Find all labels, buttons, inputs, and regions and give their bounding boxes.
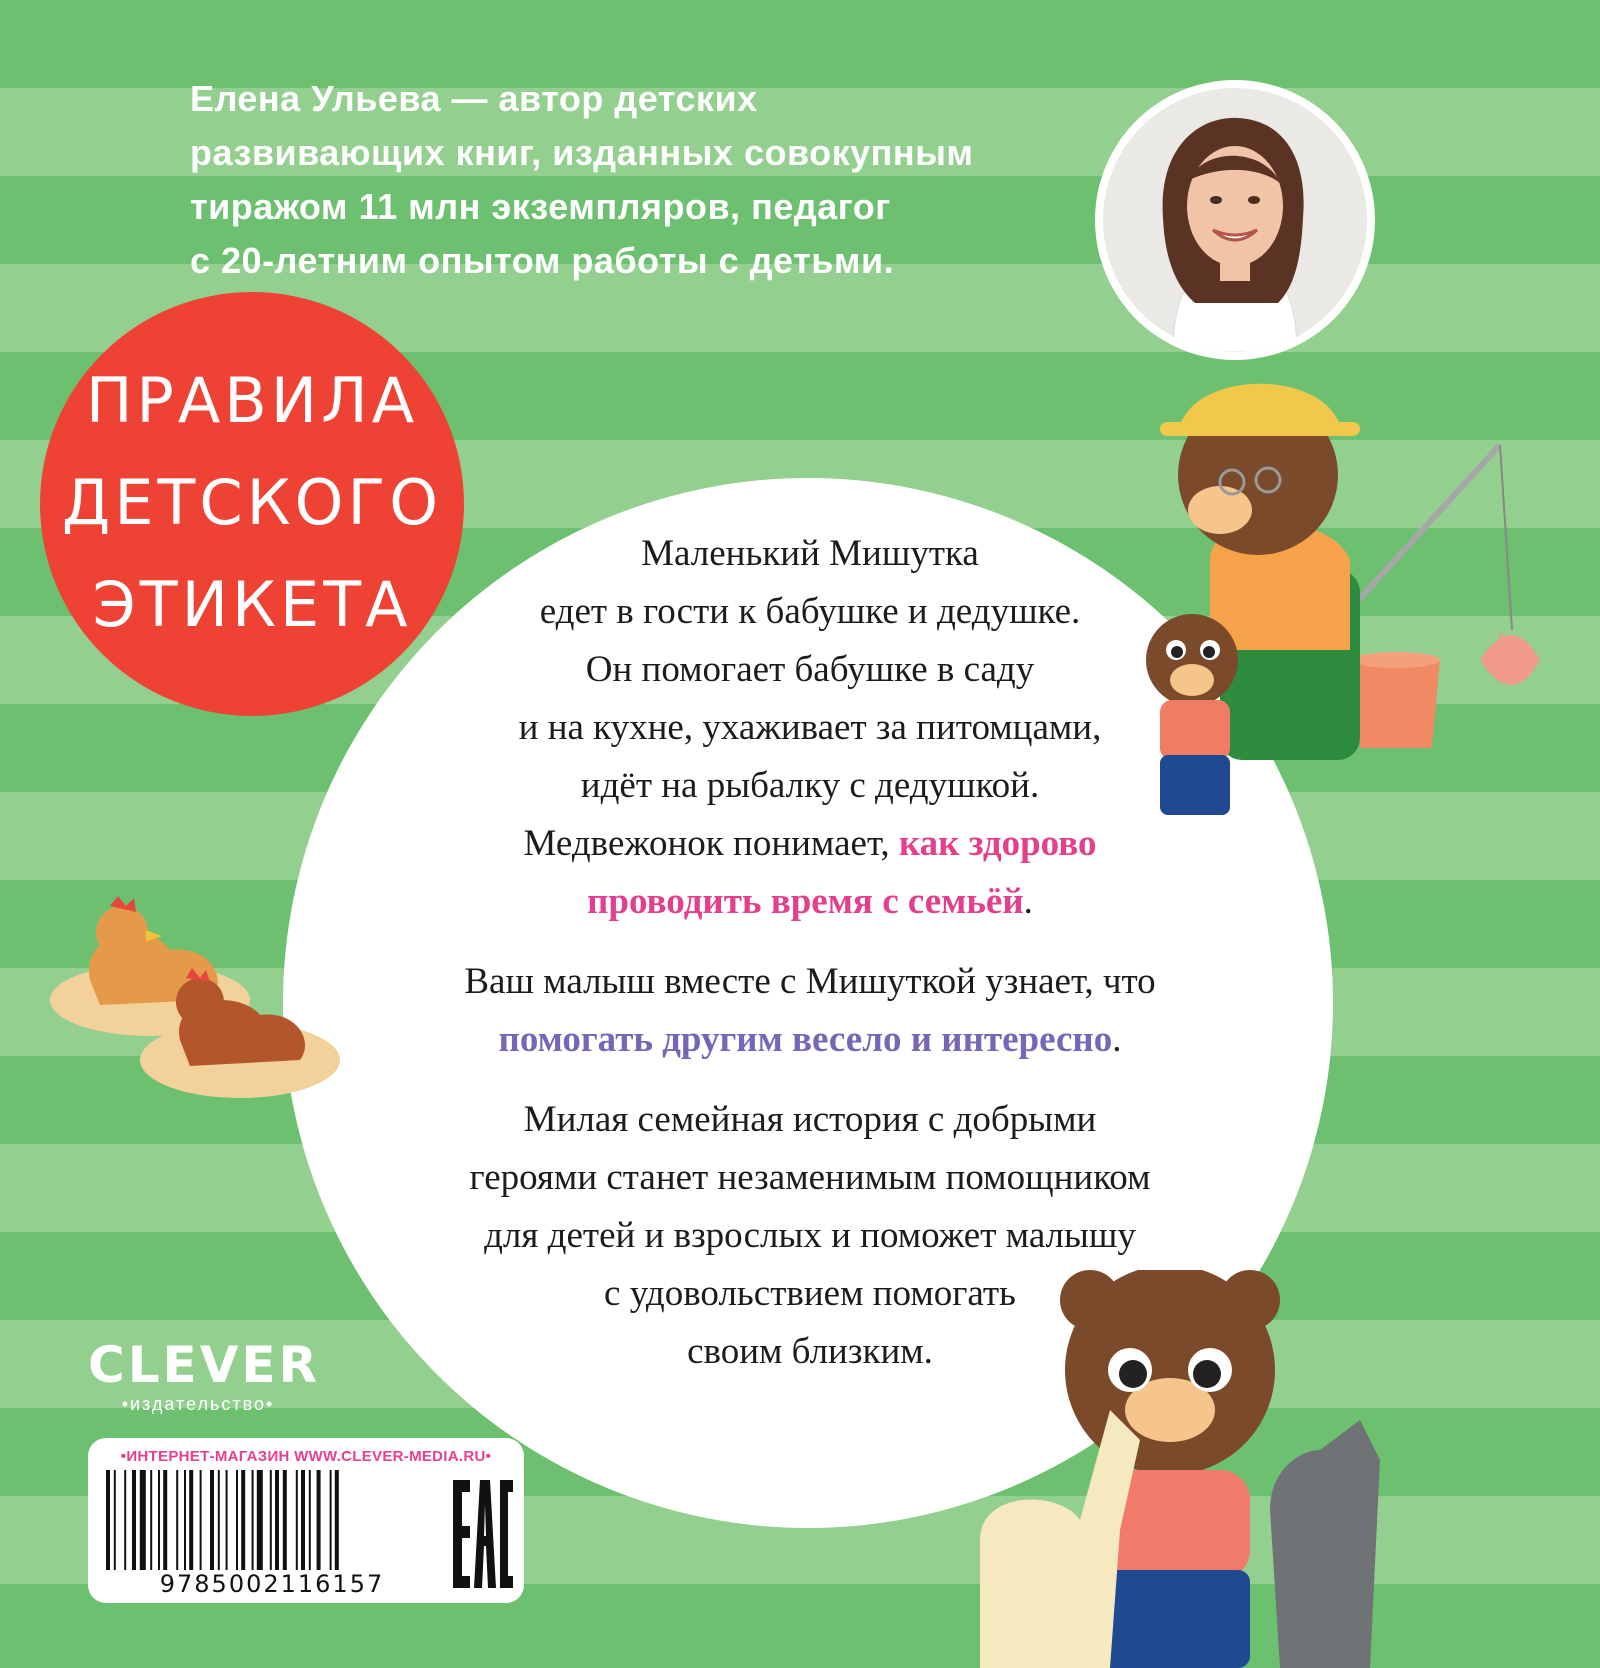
author-bio-line-4: с 20-летним опытом работы с детьми. [190, 240, 895, 281]
description-line [330, 873, 1290, 931]
description-line: едет в гости к бабушке и дедушке. [539, 591, 1081, 632]
description-text [330, 525, 1290, 1381]
author-bio-text: тиражом [190, 186, 359, 227]
description-line: Он помогает бабушке в саду [585, 649, 1035, 690]
family-highlight: проводить время с семьёй [587, 881, 1024, 922]
badge-line-1: ПРАВИЛА [85, 364, 419, 437]
publisher-subtitle: •издательство• [121, 1394, 275, 1414]
description-line: идёт на рыбалку с дедушкой. [580, 765, 1040, 806]
description-text-run: Медвежонок понимает, [523, 823, 899, 864]
author-bio-line-2: развивающих книг, изданных совокупным [190, 132, 974, 173]
description-line: для детей и взрослых и поможет малышу [484, 1215, 1136, 1256]
circulation-highlight: 11 млн экземпляров [358, 186, 731, 227]
description-text-run: . [1023, 881, 1033, 922]
publisher-name: CLEVER [88, 1336, 321, 1394]
barcode-icon [102, 1470, 442, 1570]
author-name: Елена Ульева — [190, 78, 489, 119]
author-bio-text: автор детских [488, 78, 758, 119]
online-shop-url: •ИНТЕРНЕТ-МАГАЗИН WWW.CLEVER-MEDIA.RU• [120, 1448, 492, 1465]
description-line [330, 815, 1290, 873]
description-line: своим близким. [687, 1331, 933, 1372]
badge-line-3: ЭТИКЕТА [92, 568, 412, 641]
barcode-card [88, 1438, 524, 1603]
author-bio-line-1 [190, 72, 1070, 126]
description-text-run: . [1112, 1019, 1122, 1060]
author-bio-text: , педагог [730, 186, 891, 227]
description-line: и на кухне, ухаживает за питомцами, [518, 707, 1102, 748]
description-line: героями станет незаменимым помощником [469, 1157, 1151, 1198]
helping-highlight: помогать другим весело и интересно [498, 1019, 1113, 1060]
eac-mark-icon [450, 1474, 516, 1594]
description-line: с удовольствием помогать [604, 1273, 1016, 1314]
author-portrait-illustration [1103, 88, 1367, 352]
description-line: Маленький Мишутка [641, 533, 979, 574]
hens-on-nest-illustration [40, 890, 340, 1110]
description-line [330, 1011, 1290, 1069]
author-photo [1095, 80, 1375, 360]
badge-line-2: ДЕТСКОГО [61, 466, 443, 539]
publisher-logo [88, 1336, 321, 1415]
author-bio [190, 72, 1070, 288]
author-bio-line-3 [190, 180, 1070, 234]
isbn-number: 9785002116157 [159, 1570, 385, 1598]
description-line: Милая семейная история с добрыми [523, 1099, 1097, 1140]
family-highlight: как здорово [898, 823, 1097, 864]
description-line: Ваш малыш вместе с Мишуткой узнает, что [464, 961, 1156, 1002]
